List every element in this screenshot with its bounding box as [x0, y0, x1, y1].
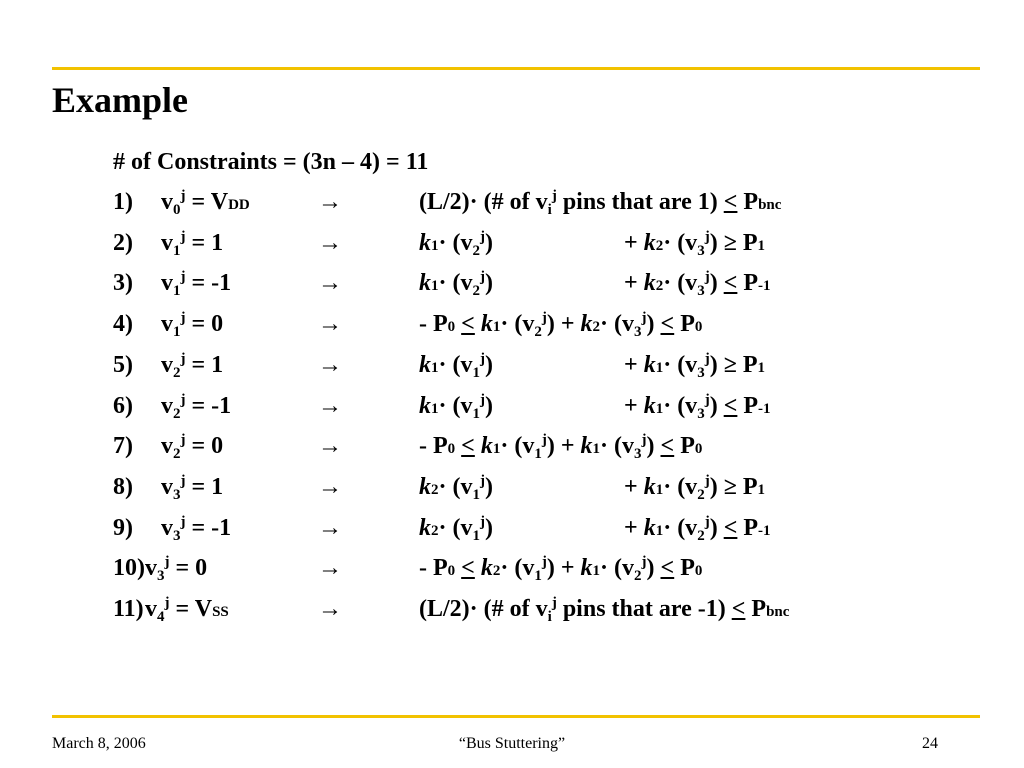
- plus-sign: +: [624, 230, 644, 256]
- le-symbol: <: [660, 433, 675, 459]
- var-superscript: j: [180, 514, 186, 530]
- expr-text: ): [709, 474, 724, 500]
- plus-sign: +: [624, 393, 644, 419]
- expr-superscript: j: [480, 514, 485, 530]
- coef-k: k: [643, 352, 656, 378]
- expr-superscript: j: [551, 595, 557, 611]
- var-name: v: [161, 311, 173, 337]
- coef-k: k: [419, 270, 431, 296]
- expr-text: ): [709, 515, 724, 541]
- expr-subscript: 2: [472, 243, 480, 259]
- expr-text: P: [674, 555, 695, 581]
- coef-subscript: 2: [431, 523, 439, 539]
- expr-text: P: [745, 596, 767, 622]
- var-name: v: [161, 393, 173, 419]
- expr-subscript: 3: [697, 365, 705, 381]
- expr-text: · (v: [500, 433, 535, 459]
- expr-subscript: 3: [697, 406, 705, 422]
- coef-k: k: [419, 352, 431, 378]
- row-variable: [161, 304, 223, 344]
- expr-subscript: 2: [634, 568, 642, 584]
- expr-text: ): [485, 230, 493, 256]
- expr-text: ): [485, 352, 493, 378]
- var-subscript: 1: [173, 283, 181, 299]
- expr-subscript: 2: [697, 487, 705, 503]
- var-eq-subscript: SS: [212, 604, 229, 620]
- row-expression: [419, 548, 702, 591]
- expr-superscript: j: [480, 269, 485, 285]
- coef-k: k: [643, 515, 656, 541]
- plus-sign: +: [624, 352, 644, 378]
- row-rhs: [624, 263, 771, 306]
- expr-text: ): [646, 433, 661, 459]
- expr-text: · (v: [438, 270, 473, 296]
- implies-arrow: →: [318, 352, 342, 378]
- expr-subscript: 3: [697, 283, 705, 299]
- expr-text: · (v: [438, 474, 473, 500]
- top-divider: [52, 67, 980, 70]
- var-name: v: [145, 596, 157, 622]
- le-symbol: <: [723, 189, 738, 215]
- var-name: v: [145, 555, 157, 581]
- expr-superscript: j: [704, 514, 710, 530]
- implies-arrow: →: [318, 555, 342, 581]
- coef-subscript: 1: [655, 360, 664, 376]
- var-name: v: [161, 433, 173, 459]
- constraint-count: # of Constraints = (3n – 4) = 11: [113, 149, 429, 175]
- row-number: 11): [113, 596, 144, 622]
- coef-subscript: 1: [431, 278, 439, 294]
- expr-subscript: 1: [472, 487, 480, 503]
- var-superscript: j: [180, 188, 186, 204]
- expr-text: ): [709, 352, 724, 378]
- coef-subscript: 1: [431, 360, 439, 376]
- coef-subscript: 2: [492, 563, 501, 579]
- expr-text: P: [737, 270, 759, 296]
- expr-text: ): [485, 474, 493, 500]
- row-expression: [419, 182, 781, 225]
- coef-subscript: 2: [592, 319, 601, 335]
- expr-text: ): [646, 555, 661, 581]
- row-number: 7): [113, 433, 133, 459]
- expr-text: · (v: [663, 515, 698, 541]
- row-lhs: [419, 386, 493, 429]
- expr-subscript: -1: [758, 401, 771, 417]
- relation-symbol: ≥: [723, 474, 737, 500]
- expr-superscript: j: [541, 432, 547, 448]
- expr-text: · (v: [600, 555, 635, 581]
- coef-subscript: 1: [592, 563, 601, 579]
- coef-subscript: 1: [655, 401, 664, 417]
- row-variable: [145, 548, 207, 588]
- coef-subscript: 1: [492, 319, 501, 335]
- var-equals: = 0: [185, 433, 224, 459]
- coef-subscript: 1: [431, 238, 439, 254]
- row-rhs: [624, 386, 771, 429]
- expr-text: pins that are -1): [556, 596, 732, 622]
- expr-subscript: 1: [534, 568, 542, 584]
- expr-text: ): [709, 393, 724, 419]
- var-superscript: j: [180, 351, 186, 367]
- expr-subscript: 1: [472, 406, 480, 422]
- expr-superscript: j: [480, 229, 485, 245]
- coef-subscript: 1: [592, 441, 601, 457]
- page-number: 24: [922, 735, 938, 752]
- var-subscript: 4: [157, 609, 165, 625]
- plus-sign: +: [624, 474, 644, 500]
- expr-superscript: j: [704, 269, 710, 285]
- expr-superscript: j: [704, 351, 710, 367]
- expr-text: P: [736, 352, 758, 378]
- var-superscript: j: [180, 473, 186, 489]
- coef-subscript: 1: [431, 401, 439, 417]
- coef-k: k: [480, 433, 493, 459]
- expr-text: · (v: [500, 311, 535, 337]
- coef-k: k: [580, 433, 593, 459]
- footer-date: March 8, 2006: [52, 735, 146, 752]
- row-variable: [161, 345, 223, 385]
- expr-text: P: [737, 393, 759, 419]
- expr-subscript: -1: [758, 523, 771, 539]
- expr-superscript: j: [480, 351, 485, 367]
- implies-arrow: →: [318, 311, 342, 337]
- expr-text: ): [485, 515, 493, 541]
- var-subscript: 2: [173, 365, 181, 381]
- row-variable: [161, 508, 231, 548]
- var-equals: = 1: [185, 474, 224, 500]
- relation-symbol: <: [723, 270, 738, 296]
- expr-subscript: 1: [757, 482, 766, 498]
- expr-text: P: [737, 515, 759, 541]
- coef-k: k: [643, 270, 656, 296]
- relation-symbol: <: [723, 515, 738, 541]
- expr-subscript: 0: [694, 441, 703, 457]
- relation-symbol: <: [723, 393, 738, 419]
- expr-subscript: 2: [534, 324, 542, 340]
- expr-text: · (v: [663, 393, 698, 419]
- coef-subscript: 1: [655, 523, 664, 539]
- expr-text: pins that are 1): [556, 189, 724, 215]
- row-expression: [419, 589, 789, 632]
- expr-superscript: j: [551, 188, 557, 204]
- row-rhs: [624, 345, 765, 388]
- implies-arrow: →: [318, 393, 342, 419]
- row-variable: [161, 182, 250, 225]
- expr-text: · (v: [600, 433, 635, 459]
- le-symbol: <: [461, 433, 475, 459]
- var-name: v: [161, 515, 173, 541]
- var-name: v: [161, 270, 173, 296]
- var-equals: = -1: [185, 270, 232, 296]
- expr-superscript: j: [704, 229, 710, 245]
- row-number: 3): [113, 270, 133, 296]
- expr-subscript: 1: [757, 238, 766, 254]
- coef-k: k: [419, 515, 431, 541]
- row-number: 8): [113, 474, 133, 500]
- var-subscript: 1: [173, 324, 181, 340]
- expr-subscript: 2: [697, 528, 705, 544]
- expr-text: (L/2)· (# of v: [419, 596, 548, 622]
- implies-arrow: →: [318, 230, 342, 256]
- var-superscript: j: [164, 554, 170, 570]
- row-number: 5): [113, 352, 133, 378]
- expr-superscript: j: [641, 310, 647, 326]
- expr-subscript: 1: [472, 365, 480, 381]
- row-number: 4): [113, 311, 133, 337]
- expr-text: · (v: [663, 270, 698, 296]
- expr-text: · (v: [663, 474, 698, 500]
- coef-k: k: [480, 311, 493, 337]
- coef-subscript: 1: [492, 441, 501, 457]
- var-superscript: j: [180, 392, 186, 408]
- expr-subscript: 1: [534, 446, 542, 462]
- var-superscript: j: [180, 310, 186, 326]
- le-symbol: <: [731, 596, 746, 622]
- expr-superscript: j: [641, 432, 647, 448]
- row-number: 1): [113, 189, 133, 215]
- var-equals: = 1: [185, 230, 224, 256]
- row-number: 9): [113, 515, 133, 541]
- expr-subscript: 0: [447, 319, 456, 335]
- expr-text: · (v: [438, 352, 473, 378]
- relation-symbol: ≥: [723, 230, 737, 256]
- implies-arrow: →: [318, 433, 342, 459]
- row-number: 2): [113, 230, 133, 256]
- coef-k: k: [643, 230, 656, 256]
- expr-superscript: j: [704, 473, 710, 489]
- expr-text: ): [709, 270, 724, 296]
- expr-superscript: j: [480, 473, 485, 489]
- coef-subscript: 2: [655, 278, 664, 294]
- row-variable: [161, 263, 231, 303]
- var-superscript: j: [180, 269, 186, 285]
- expr-text: P: [736, 230, 758, 256]
- var-equals: = 1: [185, 352, 224, 378]
- row-number: 10): [113, 555, 145, 581]
- expr-subscript: 1: [757, 360, 766, 376]
- coef-subscript: 1: [655, 482, 664, 498]
- expr-superscript: j: [641, 554, 647, 570]
- row-lhs: [419, 223, 493, 266]
- var-subscript: 3: [173, 487, 181, 503]
- row-number: 6): [113, 393, 133, 419]
- expr-subscript: -1: [758, 278, 771, 294]
- expr-subscript: i: [547, 609, 552, 625]
- expr-text: · (v: [600, 311, 635, 337]
- expr-text: (L/2)· (# of v: [419, 189, 548, 215]
- expr-subscript: 3: [634, 446, 642, 462]
- row-expression: [419, 304, 702, 347]
- expr-text: ) +: [546, 555, 581, 581]
- expr-text: ): [646, 311, 661, 337]
- expr-subscript: 0: [447, 563, 456, 579]
- row-lhs: [419, 263, 493, 306]
- row-rhs: [624, 508, 771, 551]
- expr-superscript: j: [704, 392, 710, 408]
- var-subscript: 1: [173, 243, 181, 259]
- row-variable: [161, 426, 223, 466]
- coef-subscript: 2: [431, 482, 439, 498]
- expr-superscript: j: [541, 310, 547, 326]
- slide-title: Example: [52, 80, 189, 120]
- le-symbol: <: [660, 311, 675, 337]
- coef-subscript: 2: [655, 238, 664, 254]
- plus-sign: +: [624, 270, 644, 296]
- var-superscript: j: [164, 595, 170, 611]
- expr-text: P: [736, 474, 758, 500]
- expr-subscript: 0: [694, 563, 703, 579]
- coef-k: k: [419, 474, 431, 500]
- expr-text: ) +: [546, 433, 581, 459]
- expr-superscript: j: [541, 554, 547, 570]
- coef-k: k: [580, 311, 593, 337]
- row-variable: [161, 223, 223, 263]
- row-lhs: [419, 508, 493, 551]
- expr-text: · (v: [438, 515, 473, 541]
- relation-symbol: ≥: [723, 352, 737, 378]
- expr-subscript: bnc: [766, 604, 790, 620]
- var-equals: = V: [185, 189, 229, 215]
- expr-text: P: [674, 433, 695, 459]
- var-subscript: 0: [173, 202, 181, 218]
- row-rhs: [624, 467, 765, 510]
- expr-subscript: 0: [447, 441, 456, 457]
- var-name: v: [161, 352, 173, 378]
- expr-text: · (v: [663, 230, 698, 256]
- coef-k: k: [643, 393, 656, 419]
- var-subscript: 2: [173, 446, 181, 462]
- var-name: v: [161, 230, 173, 256]
- var-subscript: 3: [173, 528, 181, 544]
- coef-k: k: [643, 474, 656, 500]
- var-equals: = -1: [185, 393, 232, 419]
- var-equals: = V: [169, 596, 213, 622]
- expr-text: ) +: [546, 311, 581, 337]
- expr-text: - P: [419, 311, 448, 337]
- implies-arrow: →: [318, 270, 342, 296]
- expr-text: ): [709, 230, 724, 256]
- var-subscript: 2: [173, 406, 181, 422]
- coef-k: k: [480, 555, 493, 581]
- expr-text: P: [674, 311, 695, 337]
- coef-k: k: [580, 555, 593, 581]
- var-equals: = 0: [169, 555, 208, 581]
- implies-arrow: →: [318, 515, 342, 541]
- expr-superscript: j: [480, 392, 485, 408]
- implies-arrow: →: [318, 596, 342, 622]
- expr-subscript: bnc: [758, 197, 782, 213]
- expr-text: ): [485, 393, 493, 419]
- expr-text: · (v: [500, 555, 535, 581]
- implies-arrow: →: [318, 474, 342, 500]
- expr-text: - P: [419, 555, 448, 581]
- expr-text: · (v: [663, 352, 698, 378]
- expr-subscript: 1: [472, 528, 480, 544]
- implies-arrow: →: [318, 189, 342, 215]
- le-symbol: <: [461, 311, 475, 337]
- var-subscript: 3: [157, 568, 165, 584]
- row-rhs: [624, 223, 765, 266]
- expr-text: P: [737, 189, 759, 215]
- row-lhs: [419, 467, 493, 510]
- plus-sign: +: [624, 515, 644, 541]
- var-equals: = 0: [185, 311, 224, 337]
- footer-title: “Bus Stuttering”: [458, 735, 566, 752]
- var-name: v: [161, 189, 173, 215]
- var-superscript: j: [180, 432, 186, 448]
- row-variable: [145, 589, 229, 632]
- expr-text: · (v: [438, 230, 473, 256]
- row-expression: [419, 426, 702, 469]
- expr-subscript: 3: [634, 324, 642, 340]
- expr-subscript: 3: [697, 243, 705, 259]
- row-variable: [161, 467, 223, 507]
- expr-text: ): [485, 270, 493, 296]
- expr-text: · (v: [438, 393, 473, 419]
- le-symbol: <: [660, 555, 675, 581]
- var-eq-subscript: DD: [228, 197, 250, 213]
- expr-text: - P: [419, 433, 448, 459]
- var-superscript: j: [180, 229, 186, 245]
- expr-subscript: 2: [472, 283, 480, 299]
- row-variable: [161, 386, 231, 426]
- le-symbol: <: [461, 555, 475, 581]
- coef-k: k: [419, 230, 431, 256]
- coef-k: k: [419, 393, 431, 419]
- expr-subscript: i: [547, 202, 552, 218]
- var-equals: = -1: [185, 515, 232, 541]
- var-name: v: [161, 474, 173, 500]
- bottom-divider: [52, 715, 980, 718]
- row-lhs: [419, 345, 493, 388]
- expr-subscript: 0: [694, 319, 703, 335]
